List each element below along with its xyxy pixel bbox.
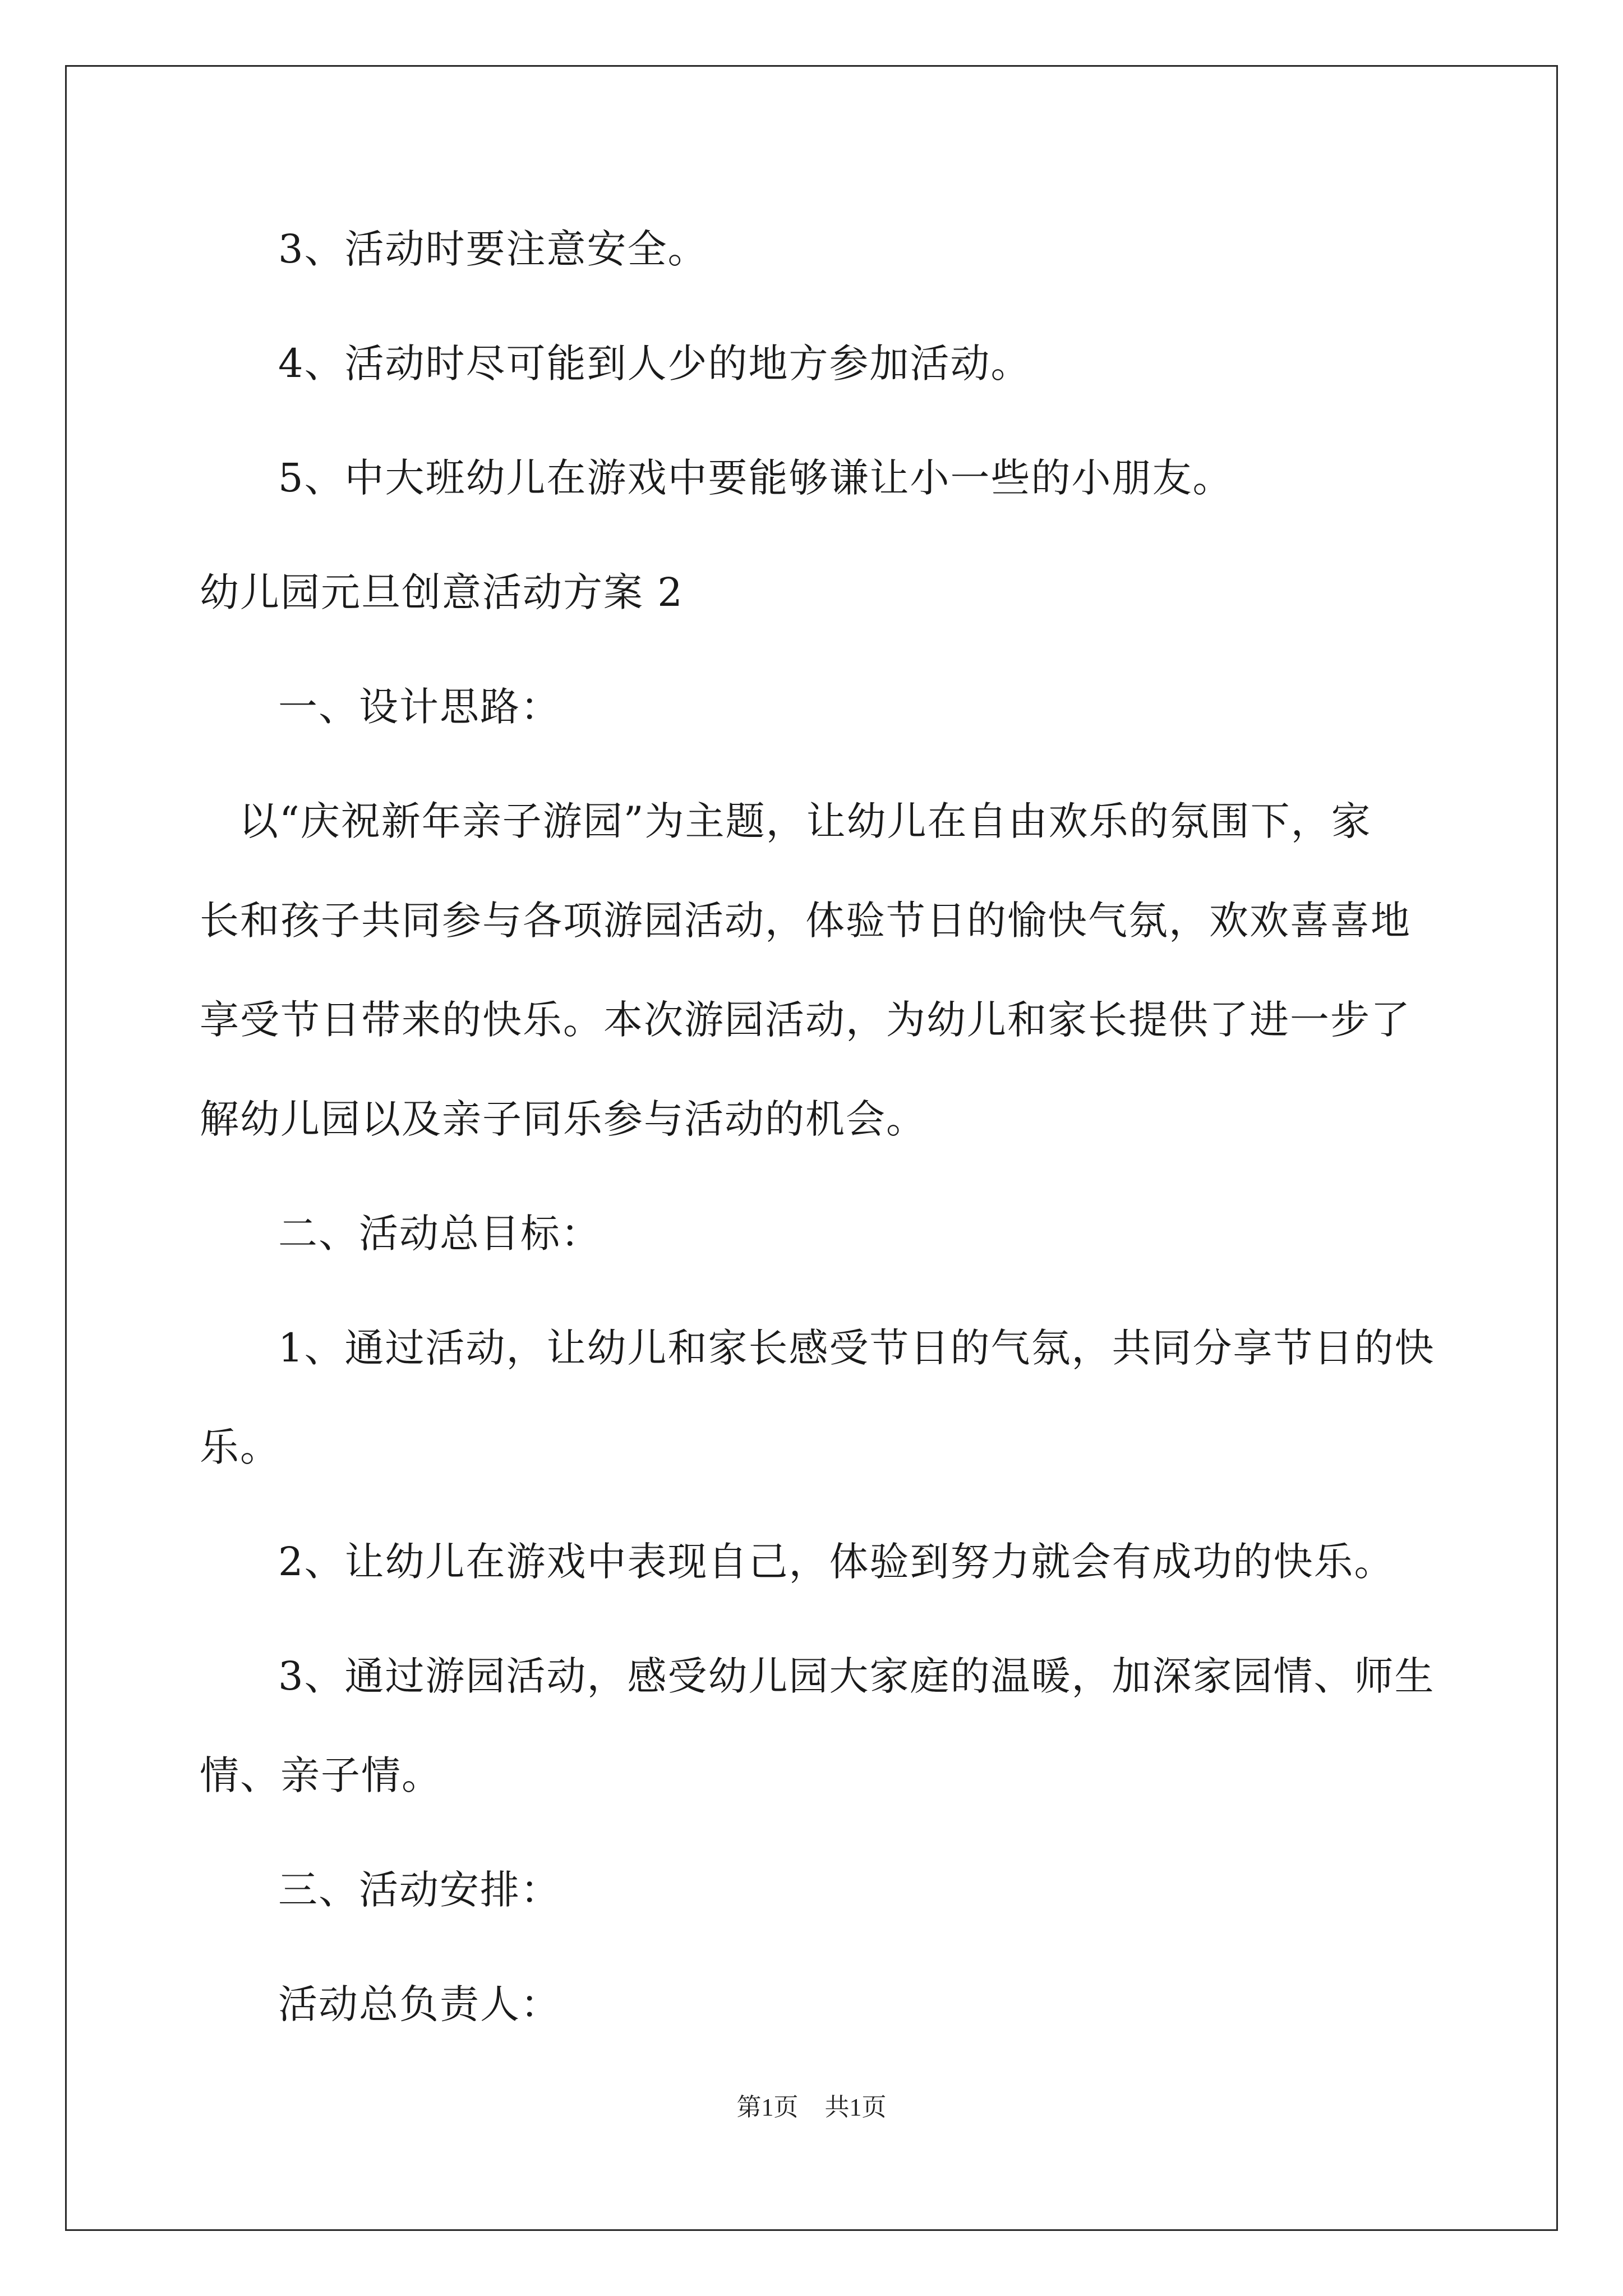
list-item-3: 3、活动时要注意安全。 [278, 226, 708, 272]
goal-item-2: 2、让幼儿在游戏中表现自己，体验到努力就会有成功的快乐。 [278, 1539, 1395, 1585]
page-footer [0, 2087, 1623, 2123]
paragraph-line: 享受节日带来的快乐。本次游园活动，为幼儿和家长提供了进一步了 [200, 997, 1411, 1043]
page-number-current: 第1页 [736, 2093, 799, 2121]
document-body [200, 209, 1435, 2124]
paragraph-line: 长和孩子共同参与各项游园活动，体验节日的愉快气氛，欢欢喜喜地 [200, 898, 1411, 944]
page-number-total: 共1页 [824, 2093, 887, 2121]
goal-item-1: 1、通过活动，让幼儿和家长感受节日的气氛，共同分享节日的快 [278, 1325, 1435, 1371]
responsible-person: 活动总负责人： [278, 1981, 561, 2027]
goal-item-1-cont: 乐。 [200, 1424, 280, 1470]
list-item-4: 4、活动时尽可能到人少的地方参加活动。 [278, 341, 1031, 386]
heading-overall-goal: 二、活动总目标： [278, 1211, 601, 1257]
paragraph-line: 以“庆祝新年亲子游园”为主题，让幼儿在自由欢乐的氛围下，家 [239, 798, 1372, 844]
goal-item-3: 3、通过游园活动，感受幼儿园大家庭的温暖，加深家园情、师生 [278, 1653, 1435, 1699]
goal-item-3-cont: 情、亲子情。 [200, 1752, 442, 1798]
section-title: 幼儿园元旦创意活动方案 2 [200, 569, 684, 615]
heading-design-idea: 一、设计思路： [278, 684, 561, 730]
heading-arrangement: 三、活动安排： [278, 1867, 561, 1913]
list-item-5: 5、中大班幼儿在游戏中要能够谦让小一些的小朋友。 [278, 455, 1233, 501]
paragraph-line: 解幼儿园以及亲子同乐参与活动的机会。 [200, 1096, 926, 1142]
